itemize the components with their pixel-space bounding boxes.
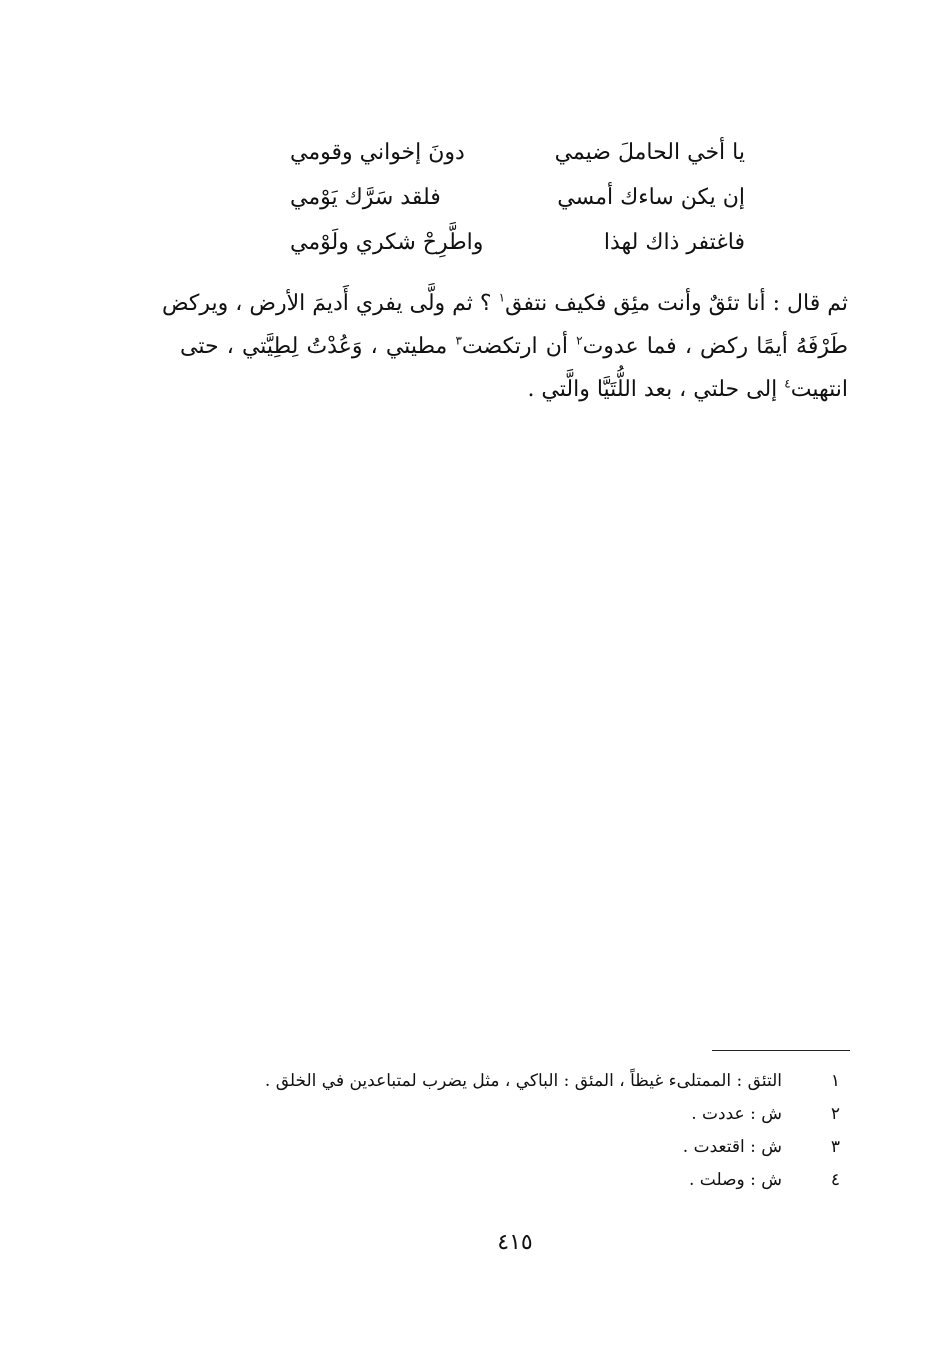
prose-text: انتهيت bbox=[790, 377, 848, 402]
poem-hemistich-second: دونَ إخواني وقومي bbox=[290, 140, 465, 165]
poem-verse bbox=[290, 220, 745, 265]
footnote-ref[interactable]: ٤ bbox=[784, 376, 791, 391]
prose-text: أن ارتكضت bbox=[461, 334, 577, 359]
prose-line bbox=[180, 368, 848, 411]
footnote-item bbox=[264, 1064, 840, 1097]
poem-hemistich-second: واطَّرِحْ شكري ولَوْمي bbox=[290, 230, 484, 255]
footnote-text: التئق : الممتلىء غيظاً ، المئق : الباكي ، مثل يضرب لمتباعدين في الخلق . bbox=[264, 1070, 782, 1091]
poem-hemistich-first: فاغتفر ذاك لهذا bbox=[603, 230, 745, 255]
footnote-item bbox=[300, 1130, 840, 1163]
prose-text: مطيتي ، وَعُدْتُ لِطِيَّتي ، حتى bbox=[180, 334, 456, 359]
poem-hemistich-first: إن يكن ساءك أمسي bbox=[557, 185, 745, 210]
prose-text: ؟ ثم ولَّى يفري أَديمَ الأرض ، ويركض bbox=[161, 291, 499, 316]
footnote-ref[interactable]: ٣ bbox=[455, 333, 462, 348]
prose-line bbox=[161, 282, 848, 325]
footnote-ref[interactable]: ٢ bbox=[576, 333, 583, 348]
poem-hemistich-first: يا أخي الحاملَ ضيمي bbox=[554, 140, 745, 165]
prose-line bbox=[180, 325, 848, 368]
prose-paragraph bbox=[161, 282, 849, 411]
poem-verse bbox=[290, 175, 745, 220]
footnote-text: ش : وصلت . bbox=[688, 1169, 782, 1190]
poem-verse bbox=[290, 130, 745, 175]
poem bbox=[290, 130, 745, 265]
prose-text: إلى حلتي ، بعد اللُّتَيَّا والَّتي . bbox=[527, 377, 785, 402]
footnote-text: ش : اقتعدت . bbox=[682, 1136, 782, 1157]
footnote-item bbox=[300, 1097, 840, 1130]
prose-text: طَرْفَهُ أيمًا ركض ، فما عدوت bbox=[582, 334, 849, 359]
footnote-number: ١ bbox=[830, 1070, 840, 1091]
footnote-number: ٣ bbox=[830, 1136, 840, 1157]
footnote-number: ٤ bbox=[830, 1169, 840, 1190]
footnote-ref[interactable]: ١ bbox=[498, 290, 506, 305]
footnote-item bbox=[300, 1163, 840, 1196]
footnote-divider bbox=[712, 1050, 850, 1051]
footnote-number: ٢ bbox=[830, 1103, 840, 1124]
poem-hemistich-second: فلقد سَرَّك يَوْمي bbox=[290, 185, 441, 210]
footnotes bbox=[264, 1064, 840, 1196]
prose-text: ثم قال : أنا تئقٌ وأنت مئِق فكيف نتفق bbox=[505, 291, 848, 316]
page-number: ٤١٥ bbox=[497, 1230, 533, 1255]
footnote-text: ش : عددت . bbox=[691, 1103, 782, 1124]
